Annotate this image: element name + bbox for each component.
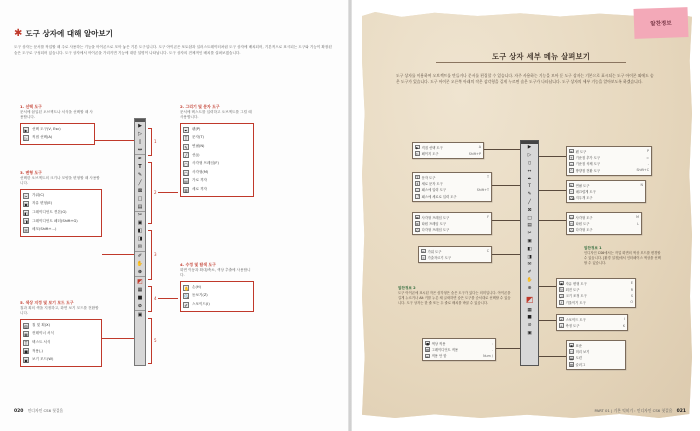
free-transform-icon: ▣ [527, 238, 532, 244]
tool-row [23, 330, 99, 339]
right-toolbar-illustration [520, 140, 539, 366]
callout-navigation [180, 262, 254, 312]
tool-label: 펜(P) [192, 126, 201, 131]
title-underline [436, 62, 626, 63]
pen-icon: ✒ [570, 149, 573, 154]
tool-label: 선(\) [192, 152, 200, 157]
running-title: PART 01 | 기본 익히기 : 인디자인 CS6 첫걸음 [594, 408, 673, 413]
tool-label: 미리 보기 [575, 350, 590, 355]
free-transform-icon: ▣ [560, 281, 564, 286]
tool-row [183, 177, 251, 186]
hidden-tools-pen [566, 146, 652, 176]
tool-row [23, 134, 92, 143]
scissors-icon: ✂ [24, 193, 28, 199]
scissors-icon: ✂ [422, 249, 425, 254]
tool-shortcut: L [637, 221, 639, 226]
right-footer [595, 408, 687, 414]
note-icon: ✉ [24, 227, 28, 233]
crop-icon: ⊹ [422, 256, 425, 261]
tool-box [20, 189, 102, 237]
tool-row [23, 321, 99, 330]
leader-line [102, 338, 134, 339]
bracket-number: 3 [154, 252, 157, 257]
view-mode-icon: ▣ [137, 311, 143, 318]
hidden-tools-transform [556, 278, 636, 308]
tool-row [569, 167, 649, 173]
tool-row [183, 134, 251, 143]
tool-label: 지우개 도구 [575, 196, 593, 201]
scissors-icon: ✂ [527, 231, 532, 237]
tool-row [183, 125, 251, 134]
vertical-type-on-path-icon: ⤴ [416, 195, 420, 200]
tool-label: 칠 및 획(X) [32, 322, 50, 327]
tool-label: 사각형(M) [192, 169, 209, 174]
callout-text: 문서에 삽입된 오브젝트나 서식을 선택할 때 사용합니다. [20, 109, 93, 120]
slug-icon: ▥ [570, 363, 574, 368]
type-icon: T [138, 163, 142, 170]
apply-none-icon: ⊘ [426, 354, 429, 359]
view-mode-box [566, 340, 626, 370]
tool-label: 방향점 전환 도구 [575, 168, 600, 173]
gradient-swatch-icon: ◧ [137, 228, 143, 235]
tool-label: 세로 격자 [192, 186, 208, 191]
tool-label: 가위(C) [32, 192, 45, 197]
pointer-line [539, 156, 566, 157]
tool-box [20, 319, 102, 367]
apply-none-icon: ⊘ [137, 303, 143, 310]
hidden-tools-eyedropper [556, 314, 628, 331]
note-icon: ✉ [137, 244, 143, 251]
preview-icon: ▢ [570, 350, 574, 355]
free-transform-icon: ▣ [137, 220, 143, 227]
tool-label: 연필(N) [192, 143, 205, 148]
bracket-number: 2 [154, 190, 157, 195]
tool-label: 패스에 세로로 입력 도구 [421, 194, 457, 199]
grid-icon: ▤ [137, 203, 143, 210]
tool-label: 펜 도구 [575, 149, 587, 154]
bleed-icon: ▤ [570, 356, 574, 361]
page-number: 020 [14, 409, 24, 414]
tool-label: 페이지 도구 [421, 152, 439, 157]
tool-label: 메모(Shift+...) [32, 227, 57, 232]
rectangle-frame-icon: ⊠ [527, 207, 532, 213]
tool-shortcut: Shift+T [476, 187, 489, 192]
polygon-frame-icon: ⬡ [416, 228, 419, 233]
callout-text: 화면 이동과 확대/축소, 색상 추출에 사용합니다. [180, 267, 251, 278]
tool-row [421, 254, 489, 260]
tool-row [23, 338, 99, 347]
pointer-line [539, 356, 566, 357]
right-page [352, 0, 700, 431]
tool-label: 측정 도구 [565, 324, 580, 329]
delete-anchor-icon: − [570, 162, 573, 167]
scale-icon: ⤢ [560, 294, 563, 299]
tool-shortcut: I [624, 317, 625, 322]
hand-icon: ✋ [184, 285, 189, 291]
direct-selection-icon: ▶ [416, 145, 419, 150]
view-mode-icon: ▣ [24, 357, 28, 363]
hidden-tools-type [412, 172, 492, 202]
tip-sticker: 알찬정보 [633, 7, 688, 39]
apply-color-icon: ■ [426, 341, 430, 346]
tool-label: 타원 도구 [575, 222, 590, 227]
direct-selection-icon: ▷ [138, 131, 142, 137]
tool-label: 기준점 삭제 도구 [575, 162, 600, 167]
tool-row [183, 151, 251, 160]
tool-row [23, 208, 99, 217]
tool-shortcut: Shift+P [468, 151, 481, 156]
grid-icon: ▤ [527, 223, 532, 229]
tool-label: 타원 프레임 도구 [421, 222, 446, 227]
tool-label: 그레이디언트 페더(Shift+G) [32, 218, 78, 223]
tool-label: 텍스트 서식 [32, 339, 51, 344]
tool-row [415, 193, 489, 199]
tool-row [569, 195, 643, 201]
fill-stroke-icon: ◩ [137, 277, 143, 285]
fill-stroke-icon: ◩ [525, 294, 534, 304]
tool-row [23, 125, 92, 134]
tool-row [569, 227, 639, 233]
tool-label: 연필 도구 [575, 183, 590, 188]
line-icon: ╱ [528, 199, 531, 205]
rotate-icon: ↻ [560, 288, 563, 293]
gap-tool-icon: ↔ [527, 168, 532, 174]
rectangle-icon: □ [570, 215, 574, 220]
horizontal-grid-icon: ▤ [184, 179, 188, 185]
view-mode-icon: ▣ [527, 330, 532, 336]
pen-icon: ✒ [527, 176, 532, 182]
zoom-icon: ⊕ [137, 268, 143, 275]
gradient-feather-icon: ◨ [24, 219, 28, 225]
free-transform-icon: ▣ [24, 202, 28, 208]
tool-label: 그레이디언트 적용 [431, 348, 459, 353]
tool-shortcut: Shift+C [636, 168, 649, 173]
tool-row [23, 191, 99, 200]
apply-mode-box [422, 338, 496, 361]
line-icon: ╱ [138, 179, 142, 186]
tool-shortcut: A [478, 145, 481, 150]
pointer-line [492, 254, 520, 255]
pencil-icon: ✎ [527, 192, 532, 198]
tool-row [183, 283, 251, 292]
note-text: 도구 아이콘에 표시된 작은 삼각형은 숨은 도구가 있다는 의미입니다. 아이콘을 길게 누르거나 Alt 키를 누른 채 클릭하면 숨은 도구를 순서대로 선택할 수 있습니다. 도구 상자는 한 줄 또는 두 줄로 배치를 바꿀 수 있습니다. [398, 291, 511, 305]
tool-label: 회전 도구 [565, 288, 580, 293]
type-on-path-icon: ⤳ [416, 188, 419, 193]
zoom-icon: 🔍 [184, 294, 189, 300]
tool-label: 돋보기(Z) [192, 293, 208, 298]
tool-row [23, 356, 99, 365]
left-page-title-text: 도구 상자에 대해 알아보기 [25, 29, 113, 38]
page-number: 021 [676, 409, 686, 414]
tool-label: 다각형 도구 [575, 228, 593, 233]
left-page-title [14, 28, 113, 39]
rectangle-frame-icon: ⊠ [137, 187, 143, 194]
rectangle-frame-icon: ▢ [184, 161, 188, 167]
polygon-icon: ⬡ [570, 228, 573, 233]
apply-none-icon: ⊘ [527, 323, 532, 329]
apply-color-icon: ■ [137, 295, 143, 302]
tool-label: 보기 모드(W) [32, 357, 54, 362]
tool-label: 슬러그 [575, 362, 586, 367]
tool-shortcut: - [647, 161, 649, 166]
tool-row [415, 227, 489, 233]
tip-note-2 [398, 286, 512, 306]
tool-box [180, 123, 254, 197]
tool-label: 선택 도구(V, Esc) [32, 126, 61, 131]
callout-draw-type [180, 104, 254, 197]
hidden-tools-scissors [418, 246, 492, 263]
callout-text: 칠과 획의 색을 지정하고, 화면 보기 모드를 전환합니다. [20, 305, 99, 316]
tool-row [559, 322, 625, 328]
callout-heading: 2. 그리기 및 문자 도구 [180, 104, 220, 109]
apply-color-icon: ■ [527, 315, 532, 321]
tool-row [183, 160, 251, 169]
selection-arrow-icon: ▶ [138, 123, 142, 129]
tool-box [20, 123, 95, 145]
type-icon: T [184, 136, 188, 142]
tool-label: 직접 선택(A) [32, 135, 53, 140]
ellipse-icon: ○ [570, 222, 573, 227]
tool-shortcut: = [646, 155, 649, 160]
gradient-swatch-icon: ◧ [24, 210, 28, 216]
tool-label: 자유 변형 도구 [565, 281, 587, 286]
pointer-line [484, 149, 520, 150]
callout-text: 문서에 텍스트를 입력하고 오브젝트를 그릴 때 사용합니다. [180, 109, 252, 120]
normal-view-icon: ▣ [570, 343, 574, 348]
rectangle-icon: □ [527, 215, 532, 221]
tool-row [23, 200, 99, 209]
eyedropper-icon: ✐ [184, 302, 188, 308]
container-format-icon: ▦ [527, 307, 532, 313]
tool-label: 컨테이너 서식 [32, 331, 54, 336]
gradient-feather-icon: ◨ [137, 236, 143, 243]
pointer-line [539, 220, 566, 221]
hand-icon: ✋ [136, 260, 144, 267]
tool-label: 손(H) [192, 284, 201, 289]
bracket-5 [148, 318, 152, 364]
tool-label: 적용(,) [32, 348, 43, 353]
right-page-intro: 도구 상자를 이용하여 오브젝트를 만들거나 문서를 편집할 수 있습니다. 자주 사용하는 기능을 모아 둔 도구 상자는 기본으로 표시되는 도구 아이콘 외에도 숨은 도구가 있습니다. 도구 아이콘 오른쪽 아래의 작은 삼각형을 길게 누르면 숨은 도구가 나타납니다. 도구 상자의 세부 기능을 알아보도록 하겠습니다. [396, 73, 654, 85]
running-title: 인디자인 CS6 첫걸음 [27, 408, 64, 413]
tool-row [183, 300, 251, 309]
tool-shortcut: S [630, 293, 633, 298]
page-tool-icon: ▷ [416, 152, 419, 157]
tool-label: 세로 문자 도구 [421, 182, 443, 187]
tool-label: 그레이디언트 견본(G) [32, 209, 67, 214]
pen-icon: ✒ [137, 155, 143, 162]
tool-label: 가로 격자 [192, 178, 208, 183]
tool-shortcut: K [622, 323, 625, 328]
leader-line [158, 192, 178, 193]
tool-label: 색상 적용 [431, 341, 446, 346]
tool-shortcut: C [486, 249, 489, 254]
note-text: 인디자인 CS6에서는 작업 화면의 색상 모드를 변경할 수 있습니다. [환경 설정]에서 인터페이스 색상을 선택할 수 있습니다. [584, 251, 661, 265]
callout-transform [20, 170, 102, 237]
tool-row [559, 299, 633, 305]
page-tool-icon: ▯ [138, 139, 142, 145]
tool-label: 스포이드(I) [192, 301, 210, 306]
tool-row [569, 361, 623, 367]
tool-label: 기울이기 도구 [565, 300, 586, 305]
container-format-icon: ▦ [24, 332, 28, 338]
convert-direction-icon: ^ [570, 169, 573, 174]
pen-icon: ✒ [184, 127, 188, 133]
bracket-number: 4 [154, 296, 157, 301]
bracket-3 [148, 230, 152, 280]
rectangle-icon: □ [184, 170, 188, 176]
container-format-icon: ▦ [137, 287, 143, 294]
selection-arrow-icon: ▶ [24, 127, 28, 133]
tool-label: 직접 선택 도구 [421, 145, 443, 150]
leader-line [95, 140, 134, 141]
bracket-2 [148, 162, 152, 224]
vertical-grid-icon: ▥ [184, 187, 188, 193]
hidden-tools-shape [566, 212, 642, 235]
hidden-tools-frame [412, 212, 492, 235]
pointer-line [539, 190, 566, 191]
tool-row [23, 217, 99, 226]
tool-shortcut: Num / [483, 353, 493, 358]
apply-gradient-icon: ▥ [426, 348, 430, 353]
type-icon: T [416, 175, 419, 180]
eyedropper-icon: ✐ [560, 317, 563, 322]
note-title: 알찬정보 2 [398, 286, 416, 290]
direct-selection-icon: ▷ [527, 153, 532, 159]
left-page [0, 0, 348, 431]
tool-label: 사각형 프레임(F) [192, 161, 219, 166]
tool-label: 패스에 입력 도구 [421, 188, 446, 193]
bracket-number: 5 [154, 338, 157, 343]
eyedropper-icon: ✐ [137, 252, 143, 259]
hidden-tools-select [412, 142, 484, 159]
gradient-feather-icon: ◨ [527, 254, 532, 260]
page-tool-icon: ▯ [528, 160, 531, 166]
tool-shortcut: O [630, 300, 633, 305]
apply-color-icon: ■ [24, 349, 28, 355]
callout-heading: 5. 색상 지정 및 보기 모드 도구 [20, 300, 74, 305]
tool-shortcut: , [491, 341, 493, 346]
tool-shortcut: R [630, 287, 633, 292]
tool-label: 크기 조정 도구 [565, 294, 587, 299]
tool-row [183, 292, 251, 301]
measure-icon: ⟂ [560, 324, 563, 329]
smooth-icon: ~ [570, 190, 573, 195]
tool-row [23, 347, 99, 356]
tool-shortcut: F [487, 215, 489, 220]
callout-heading: 3. 변형 도구 [20, 170, 42, 175]
left-page-intro: 도구 상자는 문서를 작업할 때 주로 사용하는 기능을 아이콘으로 모아 놓은 기본 도구입니다. 도구 아이콘은 포토샵과 일러스트레이터처럼 도구 상자에 배치되어, 기본적으로 표시되는 도구와 기능이 확장된 숨은 도구로 구성되어 있습니다. 도구 상자에서 아이콘을 가리키면 기능에 대한 설명이 나타납니다. 도구 상자의 전체적인 배치를 살펴보겠습니다. [14, 45, 332, 56]
pencil-icon: ✎ [570, 183, 573, 188]
selection-arrow-icon: ▶ [527, 145, 532, 151]
gradient-swatch-icon: ◧ [527, 246, 532, 252]
zoom-icon: ⊕ [527, 285, 532, 291]
pointer-line [492, 185, 520, 186]
callout-heading: 1. 선택 도구 [20, 104, 42, 109]
tool-label: 가위 도구 [427, 249, 442, 254]
gap-tool-icon: ↔ [137, 147, 143, 153]
type-icon: T [528, 184, 531, 190]
ellipse-frame-icon: ⊗ [416, 222, 419, 227]
tool-shortcut: M [636, 215, 639, 220]
add-anchor-icon: + [570, 156, 573, 161]
left-footer [14, 408, 63, 414]
pencil-icon: ✎ [184, 144, 188, 150]
tool-row [23, 226, 99, 235]
tool-shortcut: N [640, 183, 643, 188]
bracket-number: 1 [154, 139, 157, 144]
tool-label: 적용 안 함 [431, 354, 447, 359]
leader-line [102, 254, 134, 255]
shear-icon: ⫽ [560, 301, 562, 306]
tool-label: 도련 [575, 356, 582, 361]
pointer-line [539, 286, 556, 287]
right-page-title: 도구 상자 세부 메뉴 살펴보기 [492, 52, 591, 61]
star-icon: ✱ [14, 28, 23, 39]
tool-row [183, 185, 251, 194]
tool-row [183, 142, 251, 151]
tool-label: 문자 도구 [421, 175, 436, 180]
tool-label: 다각형 프레임 도구 [421, 228, 450, 233]
pointer-line [539, 320, 556, 321]
scissors-icon: ✂ [137, 212, 143, 219]
pointer-line [492, 220, 520, 221]
note-icon: ✉ [527, 262, 532, 268]
eyedropper-icon: ✐ [527, 270, 532, 276]
left-toolbar-illustration [134, 118, 146, 366]
pointer-line [496, 348, 520, 349]
tip-note-1 [584, 246, 662, 266]
callout-text: 선택한 오브젝트의 크기나 모양을 변형할 때 사용합니다. [20, 175, 100, 186]
callout-heading: 4. 수정 및 탐색 도구 [180, 262, 216, 267]
tool-label: 스포이드 도구 [565, 317, 586, 322]
tool-row [183, 168, 251, 177]
tool-label: 가출자르기 도구 [427, 256, 451, 261]
tool-label: 기준점 추가 도구 [575, 156, 600, 161]
line-icon: ╱ [184, 153, 188, 159]
leader-line [158, 298, 178, 299]
eraser-icon: ⌫ [570, 196, 575, 201]
pencil-icon: ✎ [137, 171, 143, 178]
direct-selection-icon: ▷ [24, 136, 28, 142]
callout-color-view [20, 300, 102, 367]
fill-stroke-icon: ▨ [24, 323, 28, 329]
rectangle-frame-icon: ⊠ [416, 215, 419, 220]
tool-box [180, 281, 254, 312]
tool-label: 매끄럽게 도구 [575, 190, 596, 195]
text-format-icon: T [24, 340, 28, 346]
callout-select [20, 104, 95, 145]
tool-label: 표준 [575, 343, 582, 348]
tool-row [415, 150, 481, 156]
tool-shortcut: P [647, 149, 649, 154]
tool-shortcut: E [630, 281, 633, 286]
note-title: 알찬정보 1 [584, 246, 602, 250]
vertical-type-icon: ↕ [416, 182, 419, 187]
tool-label: 사각형 프레임 도구 [421, 215, 450, 220]
bracket-1 [148, 128, 152, 156]
tool-label: 자유 변형(E) [32, 201, 53, 206]
tool-shortcut: T [486, 175, 489, 180]
tool-row [425, 353, 493, 359]
bracket-4 [148, 286, 152, 312]
hidden-tools-pencil [566, 180, 646, 203]
tool-shortcut: . [491, 347, 493, 352]
tool-label: 문자(T) [192, 135, 204, 140]
rectangle-icon: □ [137, 195, 143, 202]
tool-label: 사각형 도구 [575, 215, 593, 220]
hand-icon: ✋ [526, 277, 533, 283]
